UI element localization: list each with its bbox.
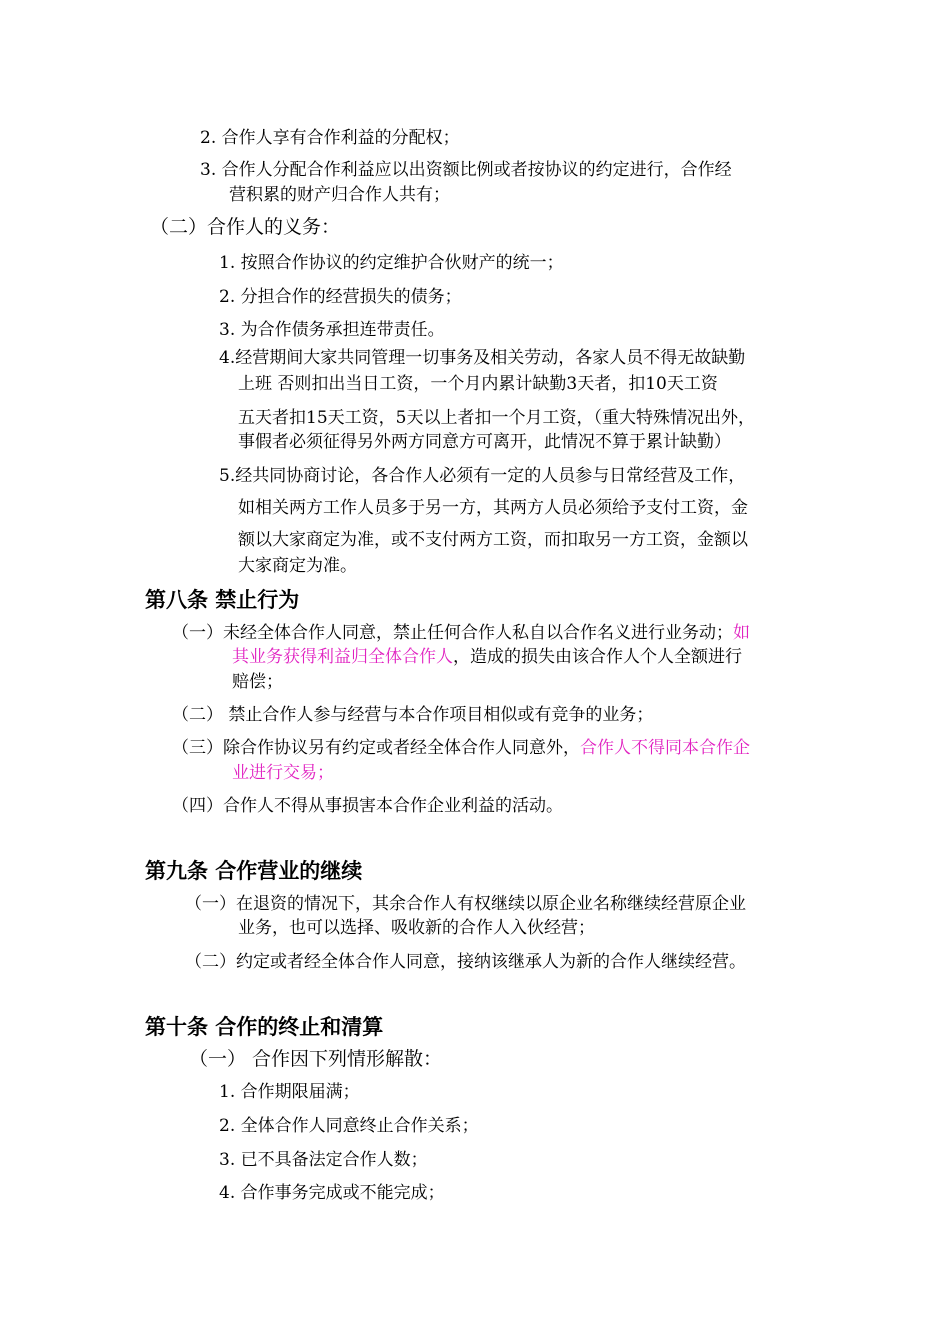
duties-item-5-line1: 5.经共同协商讨论，各合作人必须有一定的人员参与日常经营及工作， [219, 466, 746, 486]
article-8-item-4: （四）合作人不得从事损害本合作企业利益的活动。 [172, 796, 563, 816]
article-8-item-3-highlight: 合作人不得同本合作企 [580, 738, 750, 758]
article-8-heading: 第八条 禁止行为 [145, 588, 300, 612]
duties-item-1: 1. 按照合作协议的约定维护合伙财产的统一； [219, 253, 564, 273]
article-10-item-3: 3. 已不具备法定合作人数； [219, 1150, 428, 1170]
duties-item-5-line3: 额以大家商定为准，或不支付两方工资，而扣取另一方工资，金额以 [238, 530, 748, 550]
article-9-item-1-line2: 业务，也可以选择、吸收新的合作人入伙经营； [238, 918, 595, 938]
article-10-subheading: （一） 合作因下列情形解散： [189, 1048, 443, 1070]
article-8-item-1-line2 [232, 645, 742, 669]
duties-heading: （二）合作人的义务： [150, 216, 341, 238]
duties-item-2: 2. 分担合作的经营损失的债务； [219, 287, 462, 307]
article-9-heading: 第九条 合作营业的继续 [145, 859, 363, 883]
article-10-heading: 第十条 合作的终止和清算 [145, 1015, 384, 1039]
article-8-item-1-text: （一）未经全体合作人同意，禁止任何合作人私自以合作名义进行业务动； [172, 623, 733, 643]
article-8-item-1-line1 [172, 621, 750, 645]
article-8-item-3-text: （三）除合作协议另有约定或者经全体合作人同意外， [172, 738, 580, 758]
article-10-item-4: 4. 合作事务完成或不能完成； [219, 1183, 445, 1203]
article-8-item-1-highlight-2: 其业务获得利益归全体合作人 [232, 647, 453, 667]
article-8-item-3-line1 [172, 736, 750, 760]
article-8-item-1-line3: 赔偿； [232, 672, 283, 692]
duties-item-4-line1: 4.经营期间大家共同管理一切事务及相关劳动，各家人员不得无故缺勤 [219, 348, 746, 368]
rights-item-3-line1: 3. 合作人分配合作利益应以出资额比例或者按协议的约定进行，合作经 [200, 160, 732, 180]
duties-item-4-line2: 上班 否则扣出当日工资，一个月内累计缺勤3天者，扣10天工资 [238, 374, 718, 394]
duties-item-3: 3. 为合作债务承担连带责任。 [219, 320, 445, 340]
duties-item-5-line2: 如相关两方工作人员多于另一方，其两方人员必须给予支付工资，金 [238, 498, 748, 518]
article-8-item-1-text-2: ，造成的损失由该合作人个人全额进行 [453, 647, 742, 667]
duties-item-4-line4: 事假者必须征得另外两方同意方可离开，此情况不算于累计缺勤） [238, 432, 731, 452]
article-10-item-1: 1. 合作期限届满； [219, 1082, 360, 1102]
duties-item-4-line3: 五天者扣15天工资，5天以上者扣一个月工资，（重大特殊情况出外， [238, 408, 755, 428]
article-8-item-3-line2: 业进行交易； [232, 763, 334, 783]
article-8-item-2: （二） 禁止合作人参与经营与本合作项目相似或有竞争的业务； [172, 705, 654, 725]
rights-item-2: 2. 合作人享有合作利益的分配权； [200, 128, 460, 148]
article-9-item-1-line1: （一）在退资的情况下，其余合作人有权继续以原企业名称继续经营原企业 [185, 894, 746, 914]
article-9-item-2: （二）约定或者经全体合作人同意，接纳该继承人为新的合作人继续经营。 [185, 952, 746, 972]
article-10-item-2: 2. 全体合作人同意终止合作关系； [219, 1116, 479, 1136]
rights-item-3-line2: 营积累的财产归合作人共有； [229, 185, 450, 205]
duties-item-5-line4: 大家商定为准。 [238, 556, 357, 576]
article-8-item-1-highlight: 如 [733, 623, 750, 643]
